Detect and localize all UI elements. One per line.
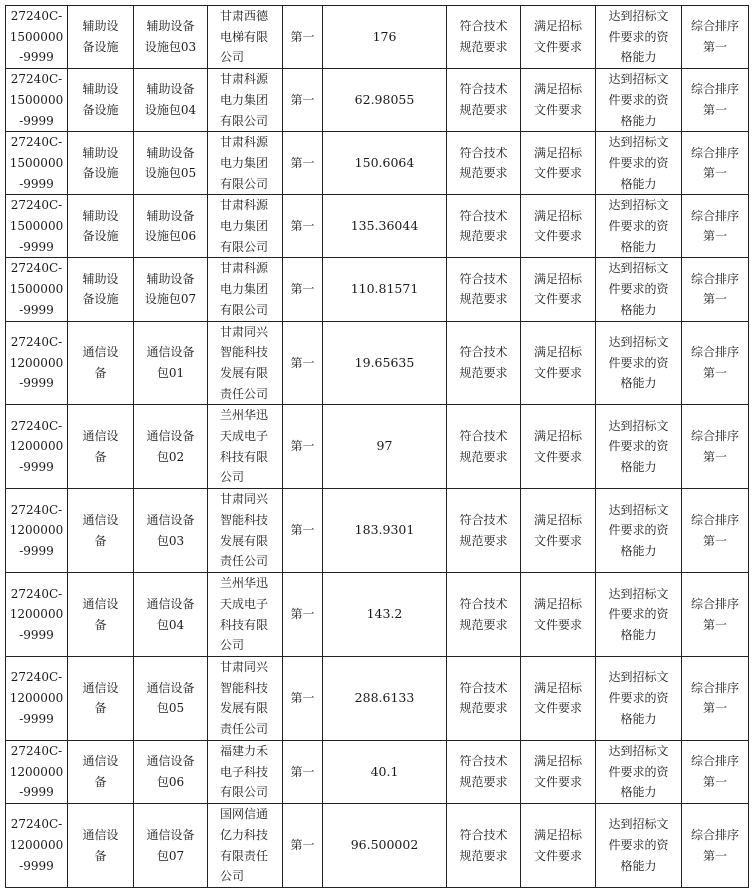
rank-cell: 第一 bbox=[283, 132, 323, 195]
category-cell: 辅助设 备设施 bbox=[68, 258, 134, 321]
table-row bbox=[6, 489, 749, 573]
tech-compliance-cell: 符合技术 规范要求 bbox=[447, 405, 521, 489]
bid-result-table bbox=[5, 5, 749, 888]
qualification-cell: 达到招标文 件要求的资 格能力 bbox=[596, 195, 682, 258]
table-row bbox=[6, 6, 749, 69]
rank-cell: 第一 bbox=[283, 573, 323, 657]
qualification-cell: 达到招标文 件要求的资 格能力 bbox=[596, 489, 682, 573]
amount-cell: 40.1 bbox=[323, 740, 447, 803]
rank-cell: 第一 bbox=[283, 6, 323, 69]
rank-cell: 第一 bbox=[283, 489, 323, 573]
table-row bbox=[6, 573, 749, 657]
rank-cell: 第一 bbox=[283, 405, 323, 489]
category-cell: 通信设 备 bbox=[68, 656, 134, 740]
project-code-cell: 27240C- 1200000 -9999 bbox=[6, 573, 68, 657]
company-cell: 福建力禾 电子科技 有限公司 bbox=[208, 740, 283, 803]
tech-compliance-cell: 符合技术 规范要求 bbox=[447, 321, 521, 405]
category-cell: 通信设 备 bbox=[68, 573, 134, 657]
company-cell: 甘肃科源 电力集团 有限公司 bbox=[208, 132, 283, 195]
project-code-cell: 27240C- 1200000 -9999 bbox=[6, 405, 68, 489]
company-cell: 甘肃科源 电力集团 有限公司 bbox=[208, 195, 283, 258]
doc-compliance-cell: 满足招标 文件要求 bbox=[521, 405, 596, 489]
qualification-cell: 达到招标文 件要求的资 格能力 bbox=[596, 804, 682, 888]
tech-compliance-cell: 符合技术 规范要求 bbox=[447, 258, 521, 321]
rank-cell: 第一 bbox=[283, 69, 323, 132]
overall-rank-cell: 综合排序 第一 bbox=[682, 6, 749, 69]
category-cell: 通信设 备 bbox=[68, 321, 134, 405]
qualification-cell: 达到招标文 件要求的资 格能力 bbox=[596, 258, 682, 321]
project-code-cell: 27240C- 1500000 -9999 bbox=[6, 6, 68, 69]
company-cell: 甘肃科源 电力集团 有限公司 bbox=[208, 258, 283, 321]
qualification-cell: 达到招标文 件要求的资 格能力 bbox=[596, 405, 682, 489]
overall-rank-cell: 综合排序 第一 bbox=[682, 258, 749, 321]
table-row bbox=[6, 656, 749, 740]
doc-compliance-cell: 满足招标 文件要求 bbox=[521, 6, 596, 69]
rank-cell: 第一 bbox=[283, 258, 323, 321]
package-cell: 辅助设备 设施包06 bbox=[134, 195, 208, 258]
qualification-cell: 达到招标文 件要求的资 格能力 bbox=[596, 740, 682, 803]
tech-compliance-cell: 符合技术 规范要求 bbox=[447, 656, 521, 740]
overall-rank-cell: 综合排序 第一 bbox=[682, 656, 749, 740]
project-code-cell: 27240C- 1500000 -9999 bbox=[6, 258, 68, 321]
project-code-cell: 27240C- 1500000 -9999 bbox=[6, 69, 68, 132]
table-body bbox=[6, 6, 749, 888]
package-cell: 辅助设备 设施包07 bbox=[134, 258, 208, 321]
tech-compliance-cell: 符合技术 规范要求 bbox=[447, 740, 521, 803]
doc-compliance-cell: 满足招标 文件要求 bbox=[521, 804, 596, 888]
category-cell: 通信设 备 bbox=[68, 405, 134, 489]
table-row bbox=[6, 740, 749, 803]
category-cell: 通信设 备 bbox=[68, 740, 134, 803]
company-cell: 兰州华迅 天成电子 科技有限 公司 bbox=[208, 573, 283, 657]
amount-cell: 97 bbox=[323, 405, 447, 489]
project-code-cell: 27240C- 1500000 -9999 bbox=[6, 195, 68, 258]
overall-rank-cell: 综合排序 第一 bbox=[682, 804, 749, 888]
overall-rank-cell: 综合排序 第一 bbox=[682, 132, 749, 195]
package-cell: 通信设备 包04 bbox=[134, 573, 208, 657]
amount-cell: 288.6133 bbox=[323, 656, 447, 740]
rank-cell: 第一 bbox=[283, 195, 323, 258]
project-code-cell: 27240C- 1200000 -9999 bbox=[6, 489, 68, 573]
amount-cell: 176 bbox=[323, 6, 447, 69]
company-cell: 甘肃同兴 智能科技 发展有限 责任公司 bbox=[208, 321, 283, 405]
qualification-cell: 达到招标文 件要求的资 格能力 bbox=[596, 132, 682, 195]
category-cell: 辅助设 备设施 bbox=[68, 132, 134, 195]
company-cell: 甘肃同兴 智能科技 发展有限 责任公司 bbox=[208, 656, 283, 740]
table-row bbox=[6, 69, 749, 132]
company-cell: 兰州华迅 天成电子 科技有限 公司 bbox=[208, 405, 283, 489]
doc-compliance-cell: 满足招标 文件要求 bbox=[521, 132, 596, 195]
doc-compliance-cell: 满足招标 文件要求 bbox=[521, 489, 596, 573]
tech-compliance-cell: 符合技术 规范要求 bbox=[447, 804, 521, 888]
rank-cell: 第一 bbox=[283, 740, 323, 803]
qualification-cell: 达到招标文 件要求的资 格能力 bbox=[596, 656, 682, 740]
rank-cell: 第一 bbox=[283, 656, 323, 740]
package-cell: 通信设备 包01 bbox=[134, 321, 208, 405]
doc-compliance-cell: 满足招标 文件要求 bbox=[521, 69, 596, 132]
amount-cell: 62.98055 bbox=[323, 69, 447, 132]
overall-rank-cell: 综合排序 第一 bbox=[682, 740, 749, 803]
tech-compliance-cell: 符合技术 规范要求 bbox=[447, 489, 521, 573]
doc-compliance-cell: 满足招标 文件要求 bbox=[521, 258, 596, 321]
package-cell: 通信设备 包05 bbox=[134, 656, 208, 740]
tech-compliance-cell: 符合技术 规范要求 bbox=[447, 69, 521, 132]
amount-cell: 110.81571 bbox=[323, 258, 447, 321]
package-cell: 通信设备 包03 bbox=[134, 489, 208, 573]
rank-cell: 第一 bbox=[283, 321, 323, 405]
package-cell: 辅助设备 设施包03 bbox=[134, 6, 208, 69]
doc-compliance-cell: 满足招标 文件要求 bbox=[521, 740, 596, 803]
amount-cell: 143.2 bbox=[323, 573, 447, 657]
table-row bbox=[6, 132, 749, 195]
amount-cell: 150.6064 bbox=[323, 132, 447, 195]
overall-rank-cell: 综合排序 第一 bbox=[682, 321, 749, 405]
doc-compliance-cell: 满足招标 文件要求 bbox=[521, 195, 596, 258]
tech-compliance-cell: 符合技术 规范要求 bbox=[447, 6, 521, 69]
category-cell: 辅助设 备设施 bbox=[68, 69, 134, 132]
qualification-cell: 达到招标文 件要求的资 格能力 bbox=[596, 6, 682, 69]
overall-rank-cell: 综合排序 第一 bbox=[682, 69, 749, 132]
table-row bbox=[6, 195, 749, 258]
table-row bbox=[6, 405, 749, 489]
overall-rank-cell: 综合排序 第一 bbox=[682, 195, 749, 258]
amount-cell: 96.500002 bbox=[323, 804, 447, 888]
tech-compliance-cell: 符合技术 规范要求 bbox=[447, 573, 521, 657]
doc-compliance-cell: 满足招标 文件要求 bbox=[521, 321, 596, 405]
qualification-cell: 达到招标文 件要求的资 格能力 bbox=[596, 573, 682, 657]
rank-cell: 第一 bbox=[283, 804, 323, 888]
amount-cell: 19.65635 bbox=[323, 321, 447, 405]
category-cell: 辅助设 备设施 bbox=[68, 6, 134, 69]
overall-rank-cell: 综合排序 第一 bbox=[682, 405, 749, 489]
company-cell: 甘肃同兴 智能科技 发展有限 责任公司 bbox=[208, 489, 283, 573]
overall-rank-cell: 综合排序 第一 bbox=[682, 489, 749, 573]
package-cell: 通信设备 包06 bbox=[134, 740, 208, 803]
package-cell: 辅助设备 设施包05 bbox=[134, 132, 208, 195]
table-row bbox=[6, 321, 749, 405]
project-code-cell: 27240C- 1500000 -9999 bbox=[6, 132, 68, 195]
amount-cell: 183.9301 bbox=[323, 489, 447, 573]
overall-rank-cell: 综合排序 第一 bbox=[682, 573, 749, 657]
amount-cell: 135.36044 bbox=[323, 195, 447, 258]
table-row bbox=[6, 804, 749, 888]
table-row bbox=[6, 258, 749, 321]
tech-compliance-cell: 符合技术 规范要求 bbox=[447, 132, 521, 195]
doc-compliance-cell: 满足招标 文件要求 bbox=[521, 656, 596, 740]
doc-compliance-cell: 满足招标 文件要求 bbox=[521, 573, 596, 657]
company-cell: 甘肃西德 电梯有限 公司 bbox=[208, 6, 283, 69]
package-cell: 通信设备 包07 bbox=[134, 804, 208, 888]
category-cell: 通信设 备 bbox=[68, 804, 134, 888]
tech-compliance-cell: 符合技术 规范要求 bbox=[447, 195, 521, 258]
category-cell: 通信设 备 bbox=[68, 489, 134, 573]
category-cell: 辅助设 备设施 bbox=[68, 195, 134, 258]
qualification-cell: 达到招标文 件要求的资 格能力 bbox=[596, 69, 682, 132]
project-code-cell: 27240C- 1200000 -9999 bbox=[6, 656, 68, 740]
project-code-cell: 27240C- 1200000 -9999 bbox=[6, 321, 68, 405]
qualification-cell: 达到招标文 件要求的资 格能力 bbox=[596, 321, 682, 405]
company-cell: 甘肃科源 电力集团 有限公司 bbox=[208, 69, 283, 132]
project-code-cell: 27240C- 1200000 -9999 bbox=[6, 804, 68, 888]
package-cell: 辅助设备 设施包04 bbox=[134, 69, 208, 132]
project-code-cell: 27240C- 1200000 -9999 bbox=[6, 740, 68, 803]
package-cell: 通信设备 包02 bbox=[134, 405, 208, 489]
company-cell: 国网信通 亿力科技 有限责任 公司 bbox=[208, 804, 283, 888]
